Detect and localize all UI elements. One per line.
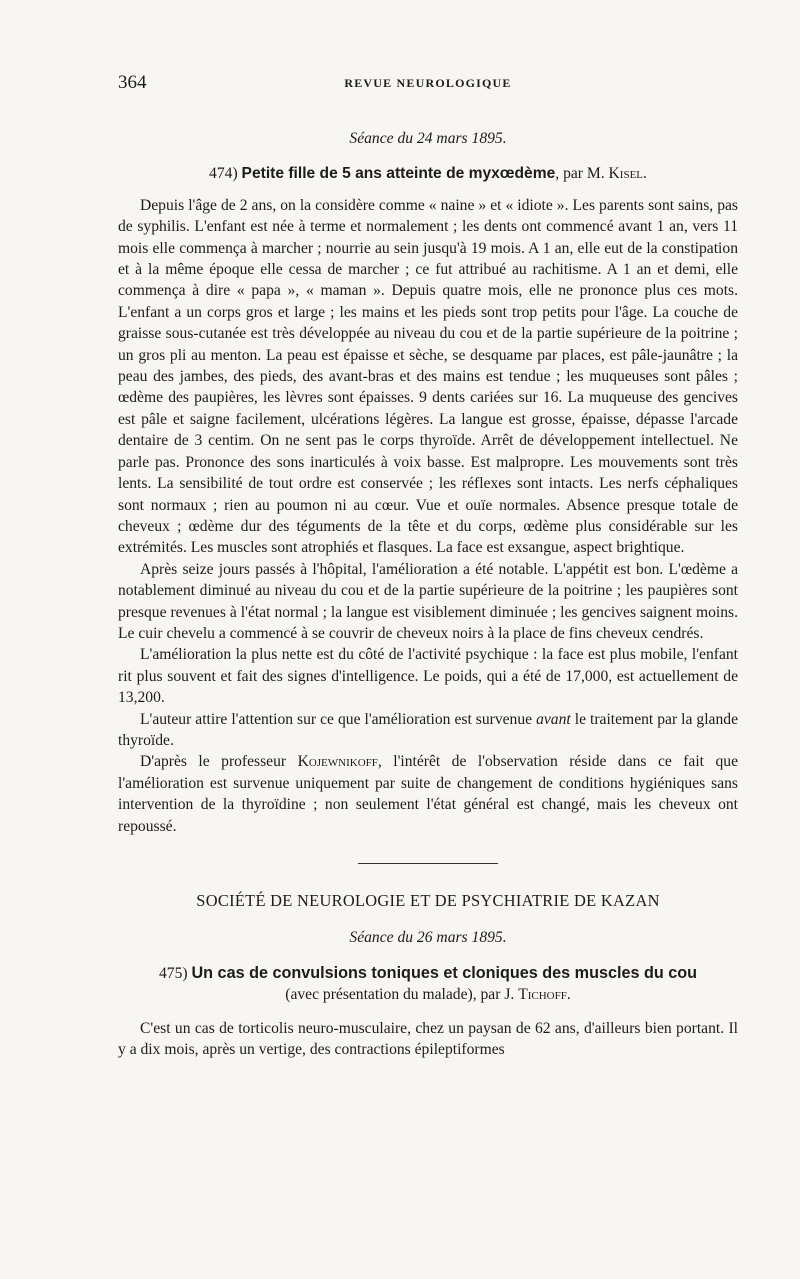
paragraph-5-text-b: , l'intérêt de l'observation réside dans ce fait que l'amélioration est survenue uniquement par suite de changement de conditions hygiéniques sans intervention de la thyroïdine ; non seulement l'état général est changé, mais les cheveux ont repoussé. [118, 753, 738, 835]
article-title-text: Un cas de convulsions toniques et cloniques des muscles du cou [191, 963, 698, 982]
paragraph-4-text-a: L'auteur attire l'attention sur ce que l'amélioration est survenue [140, 710, 533, 728]
paragraph-5 [118, 751, 738, 837]
paragraph-2: Après seize jours passés à l'hôpital, l'amélioration a été notable. L'appétit est bon. L'œdème a notablement diminué au niveau du cou et de la partie supérieure de la poitrine ; les paupières sont presque revenues à l'état normal ; la langue est visiblement diminuée ; les gencives saignent moins. Le cuir chevelu a commencé à se couvrir de cheveux noirs à la place de fins cheveux cendrés. [118, 560, 738, 642]
seance-date-2: Séance du 26 mars 1895. [349, 929, 507, 947]
running-title: REVUE NEUROLOGIQUE [344, 76, 512, 90]
article-number: 474) [209, 165, 238, 183]
article-author: Kisel. [608, 165, 647, 183]
article-author: Tichoff. [518, 986, 571, 1004]
article-body [118, 128, 738, 1060]
seance-date-1: Séance du 24 mars 1895. [349, 130, 507, 147]
professor-name: Kojewnikoff [297, 753, 378, 771]
paragraph-6: C'est un cas de torticolis neuro-musculaire, chez un paysan de 62 ans, d'ailleurs bien portant. Il y a dix mois, après un vertige, des contractions épileptiformes [118, 1019, 738, 1059]
article-byline: , par M. [555, 165, 605, 183]
article-title-text: Petite fille de 5 ans atteinte de myxœdème [241, 165, 556, 183]
page-header [118, 72, 738, 100]
article-title-475 [118, 963, 738, 1006]
page-number: 364 [118, 72, 147, 93]
article-subtitle: (avec présentation du malade), par J. [285, 986, 515, 1004]
paragraph-1: Depuis l'âge de 2 ans, on la considère comme « naine » et « idiote ». Les parents sont sains, pas de syphilis. L'enfant est née à terme et normalement ; les dents ont commencé avant 1 an, vers 11 mois elle commença à marcher ; nourrie au sein jusqu'à 19 mois. A 1 an, elle eut de la constipation et à la même époque elle cessa de marcher ; ce fut attribué au rachitisme. A 1 an et demi, elle commença à dire « papa », « maman ». Depuis quatre mois, elle ne prononce plus ces mots. L'enfant a un corps gros et large ; les mains et les pieds sont trop petits pour l'âge. La couche de graisse sous-cutanée est très développée au niveau du cou et de la partie supérieure de la poitrine ; un gros pli au menton. La peau est épaisse et sèche, se desquame par places, est pâle-jaunâtre ; la peau des jambes, des pieds, des avant-bras et des mains est tendue ; les muqueuses sont pâles ; œdème des paupières, les lèvres sont épaisses. 9 dents cariées sur 16. La muqueuse des gencives est pâle et saigne facilement, ulcérations légères. La langue est grosse, épaisse, dépasse l'arcade dentaire de 3 centim. On ne sent pas le corps thyroïde. Arrêt de développement intellectuel. Ne parle pas. Prononce des sons inarticulés à voix basse. Est malpropre. Les mouvements sont très lents. La sensibilité de tout ordre est conservée ; les réflexes sont intacts. Les nerfs céphaliques sont normaux ; rien au poumon ni au cœur. Vue et ouïe normales. Absence presque totale de cheveux ; œdème dur des téguments de la tête et du corps, œdème plus considérable sur les extrémités. Les muscles sont atrophiés et flasques. La face est exsangue, aspect brightique. [118, 196, 738, 557]
paragraph-5-text-a: D'après le professeur [140, 753, 287, 771]
society-heading: SOCIÉTÉ DE NEUROLOGIE ET DE PSYCHIATRIE DE KAZAN [196, 891, 660, 910]
paragraph-4 [118, 709, 738, 752]
emphasis-avant: avant [536, 710, 571, 728]
article-number: 475) [158, 964, 188, 982]
paragraph-4-text-b: le traitement par la glande thyroïde. [118, 710, 738, 749]
article-title-474 [118, 163, 738, 184]
paragraph-3: L'amélioration la plus nette est du côté de l'activité psychique : la face est plus mobile, l'enfant rit plus souvent et fait des signes d'intelligence. Le poids, qui a été de 17,000, est actuellement de 13,200. [118, 646, 738, 707]
section-divider [358, 863, 498, 864]
